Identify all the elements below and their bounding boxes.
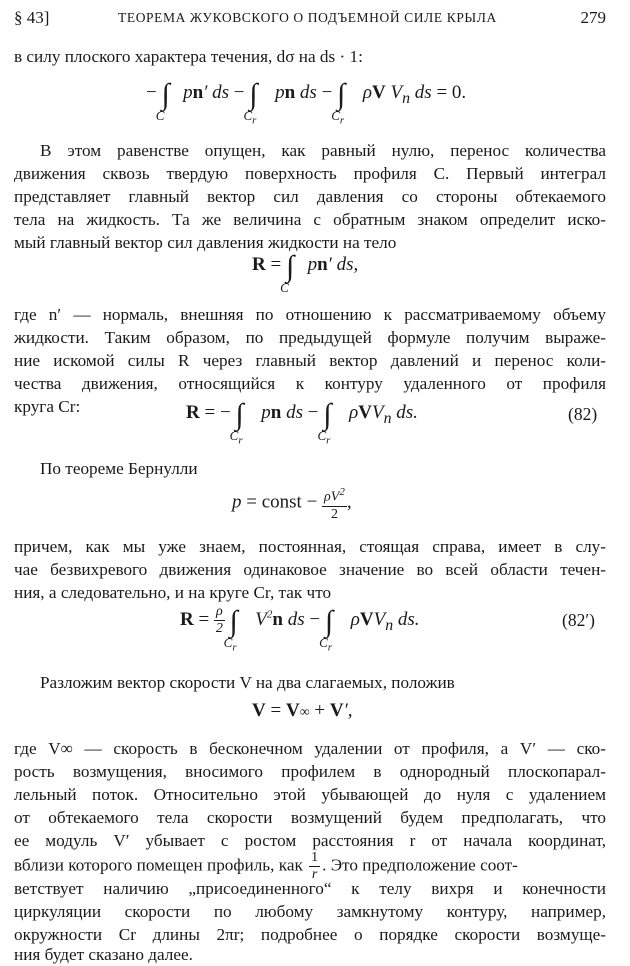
text-line: причем, как мы уже знаем, постоянная, стоящая справа, имеет в слу- <box>14 537 606 556</box>
text-line: ния будет сказано далее. <box>14 945 193 964</box>
page-number: 279 <box>580 8 606 27</box>
equation-bernoulli: p = const − $\frac{\rho V^2}{2}$ , <box>232 486 352 522</box>
text-line: движения сквозь твердую поверхность профиля C. Первый интеграл <box>14 164 606 183</box>
text-line: циркуляции скорости по любому замкнутому контуру, например, <box>14 902 606 921</box>
text-line: В этом равенстве опущен, как равный нулю, перенос количества <box>40 141 606 160</box>
equation-force: $R = \int_C$ pn′ ds, <box>252 250 359 295</box>
equation-82-prime: R = $\frac{\rho}{2}$ $\int_{C_r}$ $V^2n$ ds − $\int_{C_r}$ ρVV$_n$ ds. (82′) <box>180 604 595 654</box>
text-line: мый главный вектор сил давления жидкости на тело <box>14 233 397 252</box>
text-line: тела на жидкость. Та же величина с обратным знаком определит иско- <box>14 210 606 229</box>
text-line: окружности Cr длины 2πr; подробнее о порядке скорости возмуще- <box>14 925 606 944</box>
text-line: рость возмущения, вносимого профилем в однородный плоскопарал- <box>14 762 606 781</box>
text-span: . Это предположение соот- <box>322 855 518 875</box>
text-line: ее модуль V′ убывает с ростом расстояния r от начала координат, <box>14 831 606 850</box>
text-span: вблизи которого помещен профиль, как <box>14 855 303 875</box>
text-line: круга Cr: <box>14 397 81 416</box>
text-line: чества движения, относящийся к контуру удаленного от профиля <box>14 374 606 393</box>
text-line: ветствует наличию „присоединенного“ к телу вихря и конечности <box>14 879 606 898</box>
equation-velocity-split: V = V∞ + V′, <box>252 700 353 721</box>
equation-number: (82) <box>568 404 598 424</box>
text-line: лельный поток. Относительно этой убывающей до нуля с удалением <box>14 785 606 804</box>
running-header <box>14 8 606 32</box>
header-title: ТЕОРЕМА ЖУКОВСКОГО О ПОДЪЕМНОЙ СИЛЕ КРЫЛА <box>118 10 497 25</box>
text-line: где n′ — нормаль, внешняя по отношению к рассматриваемому объему <box>14 305 606 324</box>
equation-momentum: − $\int_C$ pn′ ds − $\int_{C_r}$ pn ds − $\int_{C_r}$ ρV $V_n$ ds = 0. <box>146 78 467 127</box>
text-line: жидкости. Таким образом, по предыдущей формуле получим выраже- <box>14 328 606 347</box>
text-line: в силу плоского характера течения, dσ на ds · 1: <box>14 47 363 66</box>
text-line: Разложим вектор скорости V на два слагаемых, положив <box>40 673 455 692</box>
text-line: ния, а следовательно, и на круге Cr, так что <box>14 583 332 602</box>
text-line: где V∞ — скорость в бесконечном удалении от профиля, а V′ — ско- <box>14 739 606 758</box>
header-section: § 43] <box>14 8 50 27</box>
text-line: По теореме Бернулли <box>40 459 198 478</box>
text-line: от обтекаемого тела скорости возмущений будем предполагать, что <box>14 808 606 827</box>
equation-number: (82′) <box>562 610 595 630</box>
text-line: чае безвихревого движения одинаковое значение во всей области течен- <box>14 560 606 579</box>
text-line: представляет главный вектор сил давления со стороны обтекаемого <box>14 187 606 206</box>
equation-82: R = − $\int_{C_r}$ pn ds − $\int_{C_r}$ ρVV$_n$ ds. (82) <box>186 398 598 447</box>
fraction-one-over-r: $\frac{1}{r}$ <box>311 850 319 882</box>
text-line: ние искомой силы R через главный вектор давлений и перенос коли- <box>14 351 606 370</box>
